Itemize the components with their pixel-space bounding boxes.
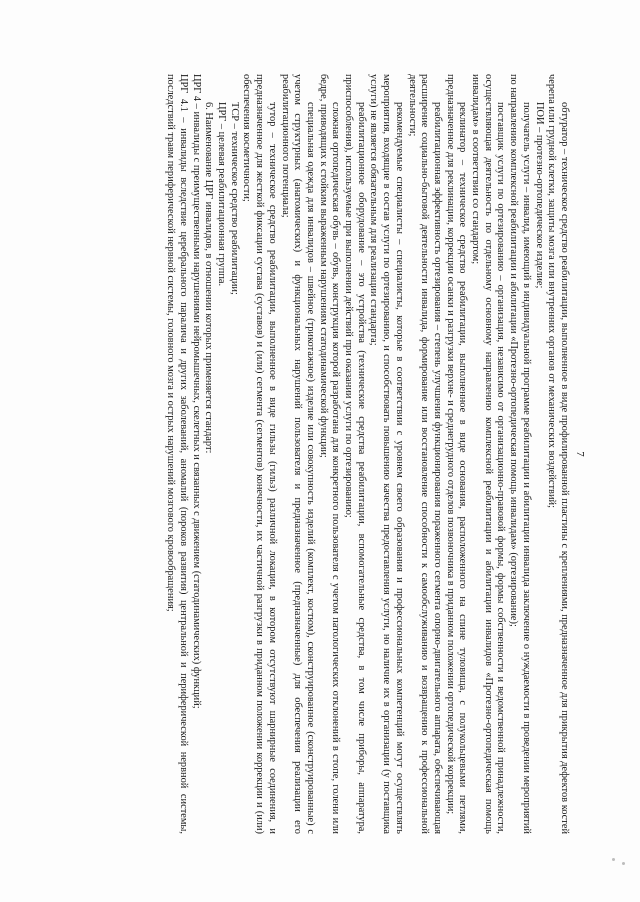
rotated-content — [40, 28, 600, 874]
definition-provider: поставщик услуги по ортезированию – организация, независимо от организационно-правовой формы, формы собственности и ведомственной принадлежности, осуществляющая деятельность по отдельному основному направлению комплексной реабилитации и абилитации инвалидов «Протезно-ортопедическая помощь инвалидам» в соответствии со стандартом; — [470, 74, 507, 834]
definition-equipment: реабилитационное оборудование – это устройства (технические средства реабилитации, вспомогательные средства, в том числе приборы, аппаратура, приспособления), используемые при выполнении действий при оказании услуги по ортезированию; — [343, 74, 367, 834]
definition-crg: ЦРГ – целевая реабилитационная группа. — [216, 102, 228, 287]
definition-specialists: рекомендуемые специалисты – специалисты, которые в соответствии с уровнем своего образования и профессиональных компетенций могут осуществлять мероприятия, входящие в состав услуги по ортезированию, и способствовать повышению качества предоставления услуги, но наличие их в организации (у поставщика услуги) не является обязательным для реализации стандарта; — [368, 74, 405, 834]
definition-footwear: сложная ортопедическая обувь – обувь, конструкция которой разработана для конкретного пользователя с учетом патологических отклонений в стопе, голени или бедре, приводящих к стойким выраженным нарушениям статодинамической функции; — [317, 74, 342, 834]
crg-4: ЦРГ 4 – инвалиды с преимущественными нарушениями нейромышечных, скелетных и связанных с движением (статодинамических) функций; — [190, 74, 202, 709]
definition-reclinator: реклинатор – техническое средство реабилитации, выполненное в виде основания, расположенного на спине туловища, с полукольцевыми петлями, предназначенное для реклинации, коррекции осанки и разгрузки верхне- и среднегрудного отделов позвоночника в приданном положении ортопедической коррекции; — [444, 74, 469, 834]
page-number: 7 — [574, 451, 586, 457]
definition-recipient: получатель услуги – инвалид, имеющий в индивидуальной программе реабилитации и абилитации инвалида заключение о нуждаемости в проведении мероприятий по направлению комплексной реабилитации и абилитации «Протезно-ортопедическая помощь инвалидам» (ортезирование); — [508, 74, 532, 834]
definition-tsr: ТСР – техническое средство реабилитации; — [228, 102, 240, 295]
definition-obturator: обтуратор – техническое средство реабилитации, выполненное в виде профилированной пластины с креплениями, предназначенное для прикрытия дефектов костей черепа или грудной клетки, защиты мозга или внутренних органов от механических воздействий; — [546, 74, 570, 834]
definition-effectiveness: реабилитационная эффективность ортезирования – степень улучшения функционирования пораженного сегмента опорно-двигательного аппарата, обеспечивающая расширение социально-бытовой деятельности инвалида, формирование или восстановление способности к самообслуживанию и возвращению к профессиональной деятельности; — [406, 74, 443, 834]
document-sheet — [40, 28, 600, 874]
definition-poi: ПОИ – протезно-ортопедическое изделие; — [533, 102, 545, 289]
crg-4-1: ЦРГ 4.1 – инвалиды вследствие церебрального паралича и других заболеваний, аномалий (пороков развития) центральной и периферической нервной системы, последствий травм периферической нервной системы, головного мозга и острых нарушений мозгового кровообращения; — [165, 74, 189, 834]
definition-clothing: специальная одежда для инвалидов – швейное (трикотажное) изделие или совокупность изделий (комплект, костюм), сконструированное (сконструированные) с учетом структурных (анатомических) и функциональных нарушений пользователя и предназначенное (предназначенные) для обеспечения реализации его реабилитационного потенциала; — [279, 74, 316, 834]
scan-artifact — [612, 858, 615, 861]
scan-artifact — [622, 862, 625, 865]
definition-tutor: тутор – техническое средство реабилитации, выполненное в виде гильзы (гильз) различной локации, в котором отсутствуют шарнирные соединения, и предназначенное для жесткой фиксации сустава (суставов) и (или) сегмента (сегментов) конечности, их частичной разгрузки в приданном положении коррекции и (или) обеспечения косметичности; — [241, 74, 278, 834]
section-6-heading: 6. Наименование ЦРГ инвалидов, в отношении которых применяется стандарт: — [203, 102, 215, 454]
